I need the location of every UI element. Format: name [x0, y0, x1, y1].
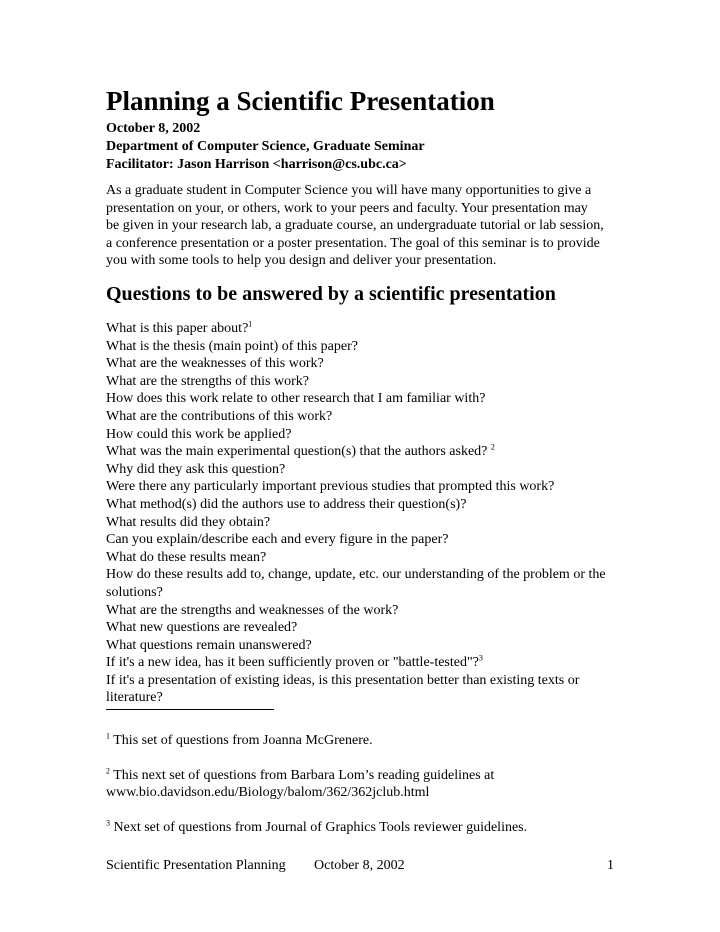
intro-line: presentation on your, or others, work to your peers and faculty. Your presentation may [106, 200, 588, 216]
question-item [106, 443, 620, 461]
question-item: How could this work be applied? [106, 426, 292, 442]
question-item: How do these results add to, change, update, etc. our understanding of the problem or the [106, 567, 606, 583]
footnote-text: This set of questions from Joanna McGrenere. [110, 733, 373, 748]
question-item-continuation: solutions? [106, 584, 163, 600]
question-item: Can you explain/describe each and every figure in the paper? [106, 532, 449, 548]
question-item: What are the weaknesses of this work? [106, 356, 324, 372]
question-item: What is the thesis (main point) of this paper? [106, 338, 358, 354]
question-item: What are the strengths and weaknesses of the work? [106, 602, 399, 618]
intro-line: As a graduate student in Computer Science you will have many opportunities to give a [106, 183, 592, 198]
question-item [106, 654, 620, 672]
footer-date: October 8, 2002 [314, 858, 405, 873]
question-item: What questions remain unanswered? [106, 637, 312, 653]
intro-line: be given in your research lab, a graduate course, an undergraduate tutorial or lab session, [106, 218, 604, 234]
document-facilitator: Facilitator: Jason Harrison <harrison@cs.ubc.ca> [106, 157, 407, 172]
question-item [106, 320, 620, 338]
footnote-1 [106, 732, 620, 750]
footnote-ref: 1 [248, 319, 253, 329]
footnote-marker: 1 [106, 731, 110, 741]
footnote-url: www.bio.davidson.edu/Biology/balom/362/362jclub.html [106, 785, 430, 801]
question-item: What new questions are revealed? [106, 620, 298, 636]
question-item-continuation: literature? [106, 690, 163, 706]
intro-line: you with some tools to help you design and deliver your presentation. [106, 253, 497, 269]
intro-line: a conference presentation or a poster presentation. The goal of this seminar is to provide [106, 235, 600, 251]
footnote-text: This next set of questions from Barbara Lom’s reading guidelines at [110, 767, 495, 783]
footnote-line [106, 767, 620, 785]
intro-paragraph [106, 182, 620, 270]
question-item: How does this work relate to other research that I am familiar with? [106, 391, 486, 407]
question-item: What are the strengths of this work? [106, 373, 309, 389]
question-item: What do these results mean? [106, 549, 267, 565]
page-footer [106, 857, 614, 875]
question-text: What is this paper about? [106, 321, 249, 336]
question-item: What are the contributions of this work? [106, 408, 333, 424]
question-item: What results did they obtain? [106, 514, 271, 530]
footnotes [106, 732, 620, 853]
document-date: October 8, 2002 [106, 121, 201, 136]
question-item: What method(s) did the authors use to address their question(s)? [106, 496, 467, 512]
footnote-separator [106, 709, 274, 710]
footnote-marker: 2 [106, 765, 110, 775]
footnote-line [106, 819, 620, 837]
footnote-ref: 2 [490, 442, 495, 452]
document-title: Planning a Scientific Presentation [106, 86, 495, 116]
question-list [106, 320, 620, 707]
footnote-line [106, 732, 620, 750]
footnote-3 [106, 819, 620, 837]
question-item: Were there any particularly important previous studies that prompted this work? [106, 479, 555, 495]
page-number: 1 [607, 858, 614, 873]
question-item: Why did they ask this question? [106, 461, 286, 477]
question-text: If it's a new idea, has it been sufficiently proven or "battle-tested"? [106, 655, 479, 671]
footnote-ref: 3 [478, 653, 483, 663]
document-department: Department of Computer Science, Graduate Seminar [106, 139, 425, 154]
footnote-2 [106, 767, 620, 802]
question-text: What was the main experimental question(s) that the authors asked? [106, 444, 491, 460]
footnote-text: Next set of questions from Journal of Graphics Tools reviewer guidelines. [110, 819, 528, 835]
section-heading: Questions to be answered by a scientific presentation [106, 283, 556, 305]
document-meta [106, 120, 425, 174]
question-item: If it's a presentation of existing ideas, is this presentation better than existing texts or [106, 672, 580, 688]
footer-title: Scientific Presentation Planning [106, 858, 286, 873]
footnote-marker: 3 [106, 818, 110, 828]
